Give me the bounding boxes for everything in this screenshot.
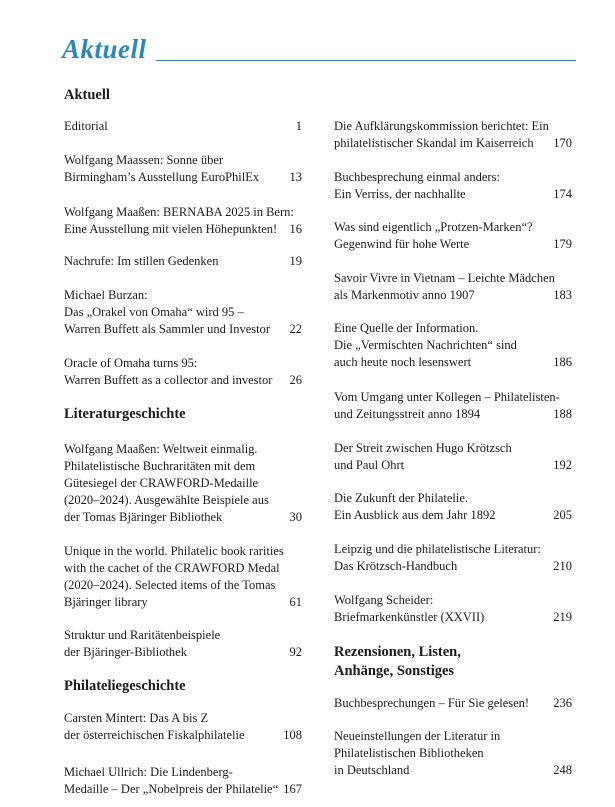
toc-entry-line xyxy=(334,558,572,575)
toc-entry-title: Neueinstellungen der Literatur in xyxy=(334,729,501,743)
toc-entry-title: Birmingham’s Ausstellung EuroPhilEx xyxy=(64,170,260,184)
toc-entry-line xyxy=(334,354,572,371)
toc-entry-title: Michael Ullrich: Die Lindenberg- xyxy=(64,765,233,779)
toc-entry-line xyxy=(64,458,302,475)
toc-entry-line xyxy=(64,781,302,798)
toc-entry-line xyxy=(334,592,572,609)
toc-entry-line xyxy=(64,118,302,135)
toc-entry-line xyxy=(334,695,572,712)
toc-entry-title: Struktur und Raritätenbeispiele xyxy=(64,628,221,642)
toc-entry-title: Savoir Vivre in Vietnam – Leichte Mädchen xyxy=(334,271,555,285)
section-heading xyxy=(334,643,461,681)
toc-entry-line xyxy=(334,337,572,354)
toc-entry-title: Die Aufklärungskommission berichtet: Ein xyxy=(334,119,549,133)
toc-entry[interactable] xyxy=(64,118,302,135)
page-title: Aktuell xyxy=(62,34,147,64)
toc-entry-line xyxy=(64,169,302,186)
toc-entry-line xyxy=(64,287,302,304)
toc-entry-title: Wolfgang Maaßen: Weltweit einmalig. xyxy=(64,442,258,456)
toc-entry-title: Ein Verriss, der nachhallte xyxy=(334,187,466,201)
toc-entry-line xyxy=(64,221,302,238)
section-heading-line: Philateliegeschichte xyxy=(64,678,186,694)
toc-entry-page-number: 205 xyxy=(553,508,572,522)
toc-entry-line xyxy=(334,320,572,337)
toc-entry[interactable] xyxy=(64,355,302,389)
toc-entry-page-number: 13 xyxy=(289,170,302,184)
toc-entry-line xyxy=(334,541,572,558)
toc-entry-title: Wolfgang Maassen: Sonne über xyxy=(64,153,224,167)
toc-entry-line xyxy=(334,270,572,287)
toc-entry-line xyxy=(334,507,572,524)
toc-entry-title: als Markenmotiv anno 1907 xyxy=(334,288,475,302)
toc-entry-page-number: 16 xyxy=(289,222,302,236)
toc-entry[interactable] xyxy=(64,710,302,744)
toc-entry-title: Die „Vermischten Nachrichten“ sind xyxy=(334,338,517,352)
toc-entry[interactable] xyxy=(64,152,302,186)
toc-entry-line xyxy=(64,594,302,611)
toc-entry-title: with the cachet of the CRAWFORD Medal xyxy=(64,561,280,575)
toc-entry[interactable] xyxy=(64,287,302,338)
toc-entry-title: Leipzig und die philatelistische Literatur: xyxy=(334,542,541,556)
toc-entry-line xyxy=(64,204,302,221)
toc-entry-title: (2020–2024). Selected items of the Tomas xyxy=(64,578,276,592)
toc-entry-title: Unique in the world. Philatelic book rarities xyxy=(64,544,284,558)
toc-entry-title: Buchbesprechungen – Für Sie gelesen! xyxy=(334,696,530,710)
toc-entry-title: Gegenwind für hohe Werte xyxy=(334,237,470,251)
toc-entry-page-number: 174 xyxy=(553,187,572,201)
toc-entry-title: Der Streit zwischen Hugo Krötzsch xyxy=(334,441,512,455)
toc-entry-title: Briefmarkenkünstler (XXVII) xyxy=(334,610,485,624)
toc-entry[interactable] xyxy=(64,204,302,238)
toc-entry-line xyxy=(334,118,572,135)
toc-entry-line xyxy=(64,644,302,661)
toc-entry-page-number: 248 xyxy=(553,763,572,777)
toc-entry-title: philatelistischer Skandal im Kaiserreich xyxy=(334,136,534,150)
toc-entry-page-number: 30 xyxy=(289,510,302,524)
toc-entry-title: der österreichischen Fiskalphilatelie xyxy=(64,728,245,742)
toc-entry-title: und Zeitungsstreit anno 1894 xyxy=(334,407,481,421)
toc-entry-title: Philatelistischen Bibliotheken xyxy=(334,746,484,760)
toc-entry-title: Carsten Mintert: Das A bis Z xyxy=(64,711,209,725)
toc-entry-title: Michael Burzan: xyxy=(64,288,148,302)
toc-entry-line xyxy=(64,727,302,744)
section-heading xyxy=(64,405,186,424)
toc-entry-page-number: 188 xyxy=(553,407,572,421)
toc-entry[interactable] xyxy=(334,219,572,253)
toc-entry-title: Was sind eigentlich „Protzen-Marken“? xyxy=(334,220,533,234)
toc-entry-title: und Paul Ohrt xyxy=(334,458,405,472)
section-heading-line: Aktuell xyxy=(64,87,110,103)
toc-entry-title: Bjäringer library xyxy=(64,595,148,609)
toc-entry-page-number: 183 xyxy=(553,288,572,302)
toc-entry-line xyxy=(334,169,572,186)
toc-entry-line xyxy=(334,745,572,762)
toc-entry-title: Buchbesprechung einmal anders: xyxy=(334,170,500,184)
toc-entry-line xyxy=(64,372,302,389)
toc-entry-title: der Bjäringer-Bibliothek xyxy=(64,645,187,659)
toc-entry[interactable] xyxy=(334,592,572,626)
toc-entry-line xyxy=(64,304,302,321)
toc-entry-title: in Deutschland xyxy=(334,763,410,777)
toc-entry-page-number: 61 xyxy=(289,595,302,609)
toc-entry-page-number: 92 xyxy=(289,645,302,659)
toc-entry[interactable] xyxy=(334,695,572,712)
section-heading xyxy=(64,86,110,105)
toc-entry[interactable] xyxy=(64,543,302,611)
toc-entry-line xyxy=(64,441,302,458)
toc-entry-title: Eine Quelle der Information. xyxy=(334,321,479,335)
toc-entry-title: Das Krötzsch-Handbuch xyxy=(334,559,458,573)
toc-entry-title: Ein Ausblick aus dem Jahr 1892 xyxy=(334,508,496,522)
toc-entry-line xyxy=(64,627,302,644)
toc-entry-line xyxy=(64,764,302,781)
toc-entry[interactable] xyxy=(334,440,572,474)
toc-entry-line xyxy=(334,609,572,626)
toc-entry-title: Medaille – Der „Nobelpreis der Philatelie“ xyxy=(64,782,279,796)
toc-entry-title: Oracle of Omaha turns 95: xyxy=(64,356,198,370)
header-rule xyxy=(156,60,576,61)
toc-entry-page-number: 236 xyxy=(553,696,572,710)
toc-entry[interactable] xyxy=(334,270,572,304)
toc-entry-line xyxy=(334,728,572,745)
toc-entry-page-number: 219 xyxy=(553,610,572,624)
toc-entry-title: Warren Buffett als Sammler und Investor xyxy=(64,322,270,336)
toc-entry[interactable] xyxy=(334,728,572,779)
toc-entry-title: Die Zukunft der Philatelie. xyxy=(334,491,468,505)
toc-entry[interactable] xyxy=(334,169,572,203)
toc-entry-title: Warren Buffett as a collector and investor xyxy=(64,373,273,387)
toc-entry-title: Vom Umgang unter Kollegen – Philatelisten- xyxy=(334,390,560,404)
toc-entry-line xyxy=(64,321,302,338)
toc-entry-line xyxy=(64,577,302,594)
toc-entry[interactable] xyxy=(334,118,572,152)
toc-entry-line xyxy=(334,135,572,152)
toc-entry[interactable] xyxy=(64,764,302,798)
toc-entry-page-number: 19 xyxy=(289,254,302,268)
toc-entry-title: Eine Ausstellung mit vielen Höhepunkten! xyxy=(64,222,278,236)
toc-entry-line xyxy=(64,355,302,372)
toc-entry-title: Wolfgang Scheider: xyxy=(334,593,434,607)
section-heading-line: Literaturgeschichte xyxy=(64,406,186,422)
page-header xyxy=(62,34,576,70)
toc-entry-title: Nachrufe: Im stillen Gedenken xyxy=(64,254,219,268)
toc-entry-page-number: 108 xyxy=(283,728,302,742)
toc-entry[interactable] xyxy=(64,253,302,270)
toc-entry-title: Gütesiegel der CRAWFORD-Medaille xyxy=(64,476,259,490)
toc-entry-title: auch heute noch lesenswert xyxy=(334,355,472,369)
toc-entry-title: (2020–2024). Ausgewählte Beispiele aus xyxy=(64,493,269,507)
toc-entry-line xyxy=(334,186,572,203)
toc-entry-title: Editorial xyxy=(64,119,108,133)
toc-entry-line xyxy=(334,457,572,474)
toc-entry-line xyxy=(64,475,302,492)
toc-entry-title: der Tomas Bjäringer Bibliothek xyxy=(64,510,223,524)
toc-entry-line xyxy=(64,492,302,509)
section-heading xyxy=(64,677,186,696)
toc-entry[interactable] xyxy=(334,490,572,524)
toc-entry-line xyxy=(334,236,572,253)
toc-entry-page-number: 22 xyxy=(289,322,302,336)
toc-entry-line xyxy=(334,440,572,457)
toc-entry-line xyxy=(334,219,572,236)
toc-entry-line xyxy=(334,490,572,507)
toc-entry-line xyxy=(64,152,302,169)
toc-entry-title: Philatelistische Buchraritäten mit dem xyxy=(64,459,256,473)
section-heading-line: Rezensionen, Listen, xyxy=(334,644,461,660)
toc-entry[interactable] xyxy=(334,389,572,423)
toc-entry-page-number: 167 xyxy=(283,782,302,796)
toc-entry-page-number: 192 xyxy=(553,458,572,472)
toc-entry-line xyxy=(64,560,302,577)
toc-entry-line xyxy=(334,389,572,406)
toc-entry-line xyxy=(64,543,302,560)
toc-entry-page-number: 179 xyxy=(553,237,572,251)
toc-entry-line xyxy=(64,253,302,270)
toc-entry-line xyxy=(64,509,302,526)
toc-entry-line xyxy=(334,762,572,779)
toc-entry[interactable] xyxy=(64,627,302,661)
toc-entry[interactable] xyxy=(64,441,302,526)
toc-entry-page-number: 26 xyxy=(289,373,302,387)
toc-entry-title: Das „Orakel von Omaha“ wird 95 – xyxy=(64,305,244,319)
section-heading-line: Anhänge, Sonstiges xyxy=(334,663,455,679)
toc-entry-line xyxy=(64,710,302,727)
toc-entry-page-number: 186 xyxy=(553,355,572,369)
toc-entry[interactable] xyxy=(334,320,572,371)
toc-entry-line xyxy=(334,287,572,304)
toc-entry-page-number: 210 xyxy=(553,559,572,573)
toc-entry-title: Wolfgang Maaßen: BERNABA 2025 in Bern: xyxy=(64,205,294,219)
toc-entry[interactable] xyxy=(334,541,572,575)
toc-entry-page-number: 1 xyxy=(295,119,302,133)
toc-entry-page-number: 170 xyxy=(553,136,572,150)
toc-entry-line xyxy=(334,406,572,423)
